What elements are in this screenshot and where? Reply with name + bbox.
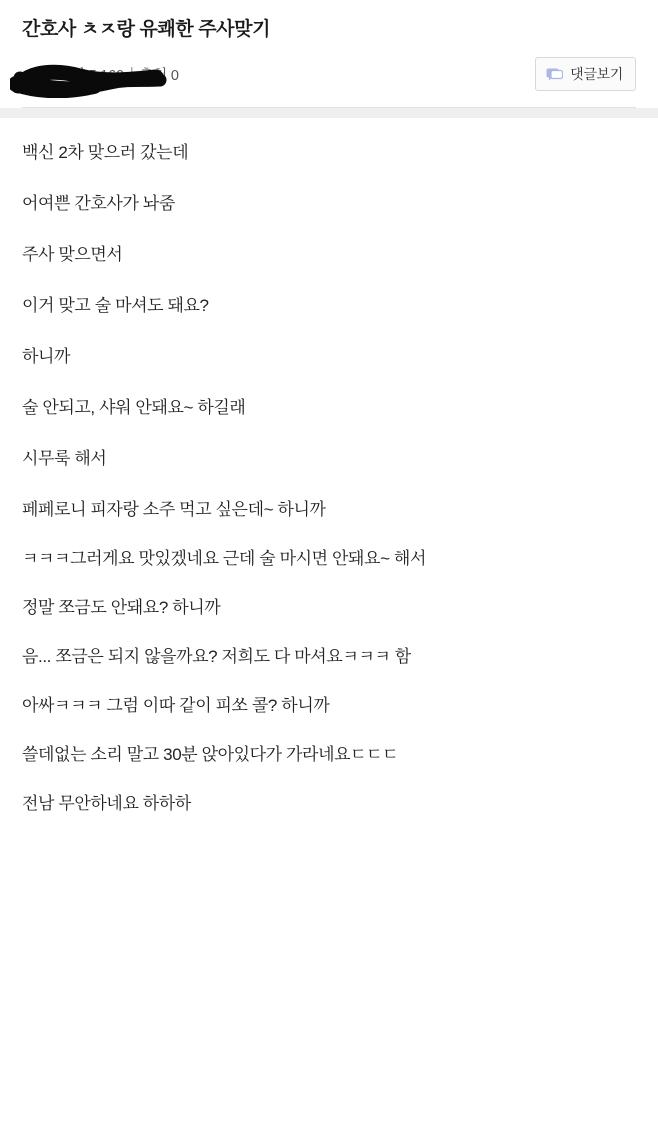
post-line: 쓸데없는 소리 말고 30분 앉아있다가 가라네요ㄷㄷㄷ: [22, 745, 399, 764]
post-line: 술 안되고, 샤워 안돼요~ 하길래: [22, 398, 246, 417]
meta-separator-1: |: [47, 66, 52, 82]
post-date: .47: [22, 66, 42, 82]
post-line: 백신 2차 맞으러 갔는데: [22, 143, 189, 162]
post-line: 페페로니 피자랑 소주 먹고 싶은데~ 하니까: [22, 500, 326, 519]
post-line: 이거 맞고 술 마셔도 돼요?: [22, 296, 209, 315]
post-line: ㅋㅋㅋ그러게요 맛있겠네요 근데 술 마시면 안돼요~ 해서: [22, 549, 426, 568]
post-views: 조회 5,160: [57, 67, 124, 84]
post-body: [0, 118, 658, 817]
comment-icon: [546, 68, 563, 81]
post-likes: 추천 0: [139, 67, 179, 84]
post-line: 시무룩 해서: [22, 449, 107, 468]
post-line: 주사 맞으면서: [22, 245, 123, 264]
post-line: 전남 무안하네요 하하하: [22, 794, 191, 813]
post-line: 음... 쪼금은 되지 않을까요? 저희도 다 마셔요ㅋㅋㅋ 함: [22, 647, 411, 666]
section-band: [0, 108, 658, 118]
page-title: 간호사 ㅊㅈ랑 유쾌한 주사맞기: [22, 19, 271, 40]
post-line: 어여쁜 간호사가 놔줌: [22, 194, 175, 213]
post-header: [0, 0, 658, 108]
meta-separator-2: |: [129, 66, 134, 82]
post-line: 하니까: [22, 347, 71, 366]
post-line: 아싸ㅋㅋㅋ 그럼 이따 같이 피쏘 콜? 하니까: [22, 696, 330, 715]
view-comments-button[interactable]: [535, 57, 636, 91]
post-line: 정말 쪼금도 안돼요? 하니까: [22, 598, 221, 617]
post-meta: [22, 64, 179, 85]
post-meta-row: [22, 58, 636, 90]
view-comments-label: 댓글보기: [570, 66, 623, 82]
